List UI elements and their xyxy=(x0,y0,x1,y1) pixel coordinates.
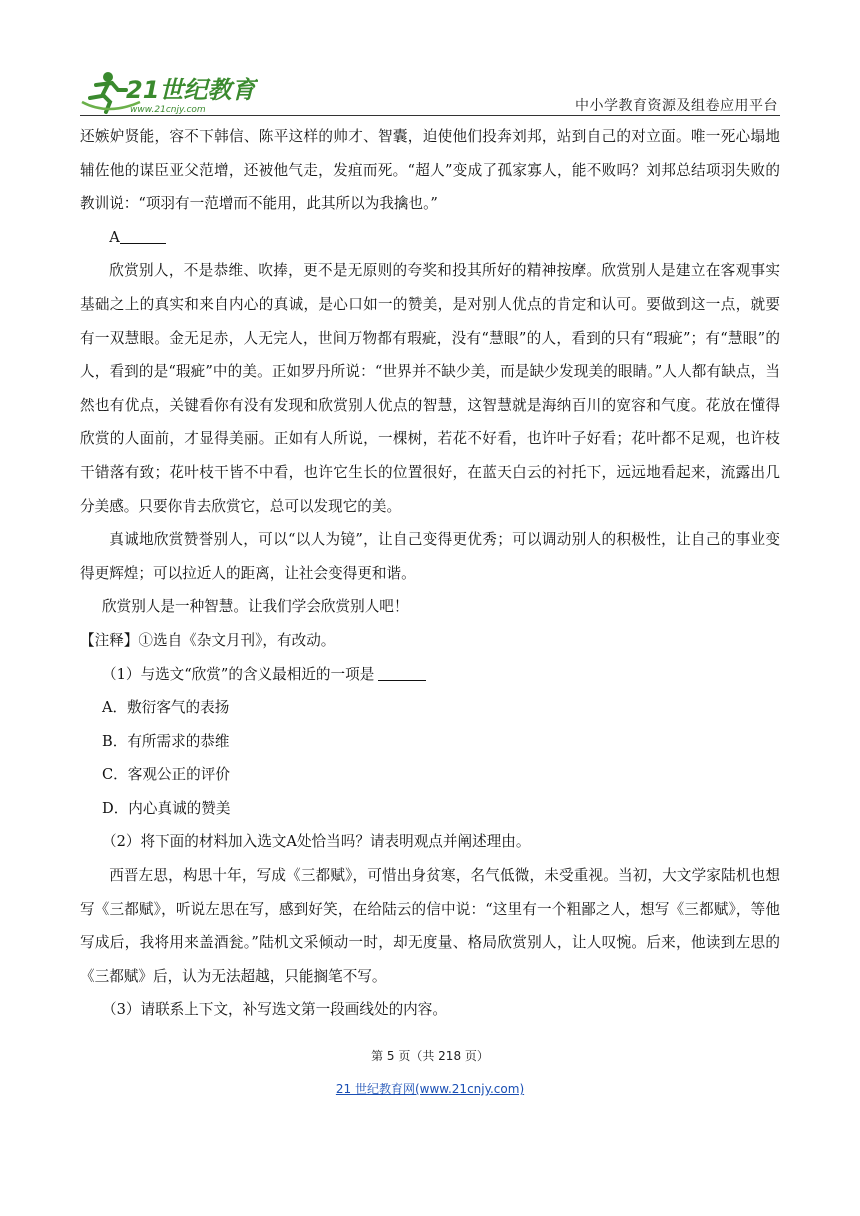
site-link[interactable]: 21 世纪教育网(www.21cnjy.com) xyxy=(335,1082,525,1096)
option-c: C．客观公正的评价 xyxy=(102,766,230,784)
platform-name: 中小学教育资源及组卷应用平台 xyxy=(575,98,778,114)
header-divider xyxy=(80,115,780,116)
document-body xyxy=(80,120,780,1027)
passage-paragraph-3: 欣赏别人，不是恭维、吹捧，更不是无原则的夸奖和投其所好的精神按摩。欣赏别人是建立在客观事实基础之上的真实和来自内心的真诚，是心口如一的赞美，是对别人优点的肯定和认可。要做到这一点，就要有一双慧眼。金无足赤，人无完人，世间万物都有瑕疵，没有“慧眼”的人，看到的只有“瑕疵”；有“慧眼”的人，看到的是“瑕疵”中的美。正如罗丹所说：“世界并不缺少美，而是缺少发现美的眼睛。”人人都有缺点，当然也有优点，关键看你有没有发现和欣赏别人优点的智慧，这智慧就是海纳百川的宽容和气度。花放在懂得欣赏的人面前，才显得美丽。正如有人所说，一棵树，若花不好看，也许叶子好看；花叶都不足观，也许枝干错落有致；花叶枝干皆不中看，也许它生长的位置很好，在蓝天白云的衬托下，远远地看起来，流露出几分美感。只要你肯去欣赏它，总可以发现它的美。 xyxy=(80,262,780,515)
blank-a-line xyxy=(80,221,780,255)
logo-text: 21世纪教育 xyxy=(126,76,256,104)
page-number: 第 5 页（共 218 页） xyxy=(371,1049,489,1063)
passage-note: 【注释】①选自《杂文月刊》，有改动。 xyxy=(80,631,336,649)
question-1-text: （1）与选文“欣赏”的含义最相近的一项是 xyxy=(102,665,375,683)
option-d: D．内心真诚的赞美 xyxy=(102,799,231,817)
passage-paragraph-1: 还嫉妒贤能，容不下韩信、陈平这样的帅才、智囊，迫使他们投奔刘邦，站到自己的对立面。唯一死心塌地辅佐他的谋臣亚父范增，还被他气走，发疽而死。“超人”变成了孤家寡人，能不败吗？刘邦总结项羽失败的教训说：“项羽有一范增而不能用，此其所以为我擒也。” xyxy=(80,128,780,213)
question-2-material: 西晋左思，构思十年，写成《三都赋》，可惜出身贫寒，名气低微，未受重视。当初，大文学家陆机也想写《三都赋》，听说左思在写，感到好笑，在给陆云的信中说：“这里有一个粗鄙之人，想写《三都赋》，等他写成后，我将用来盖酒瓮。”陆机文采倾动一时，却无度量、格局欣赏别人，让人叹惋。后来，他读到左思的《三都赋》后，认为无法超越，只能搁笔不写。 xyxy=(80,867,780,985)
option-a: A．敷衍客气的表扬 xyxy=(102,699,230,717)
passage-paragraph-4: 真诚地欣赏赞誉别人，可以“以人为镜”，让自己变得更优秀；可以调动别人的积极性，让自己的事业变得更辉煌；可以拉近人的距离，让社会变得更和谐。 xyxy=(80,531,780,582)
question-2: （2）将下面的材料加入选文A处恰当吗？请表明观点并阐述理由。 xyxy=(102,833,531,851)
footer-link-wrapper xyxy=(0,1080,860,1097)
blank-a-label: A xyxy=(109,228,120,246)
question-1 xyxy=(80,658,780,692)
question-3: （3）请联系上下文，补写选文第一段画线处的内容。 xyxy=(102,1001,447,1019)
page-header xyxy=(0,0,860,118)
brand-logo xyxy=(78,68,258,116)
logo-url: www.21cnjy.com xyxy=(130,105,206,115)
passage-paragraph-5: 欣赏别人是一种智慧。让我们学会欣赏别人吧！ xyxy=(102,598,409,616)
answer-blank xyxy=(378,666,426,681)
blank-a-underline xyxy=(120,229,166,244)
option-b: B．有所需求的恭维 xyxy=(102,732,230,750)
